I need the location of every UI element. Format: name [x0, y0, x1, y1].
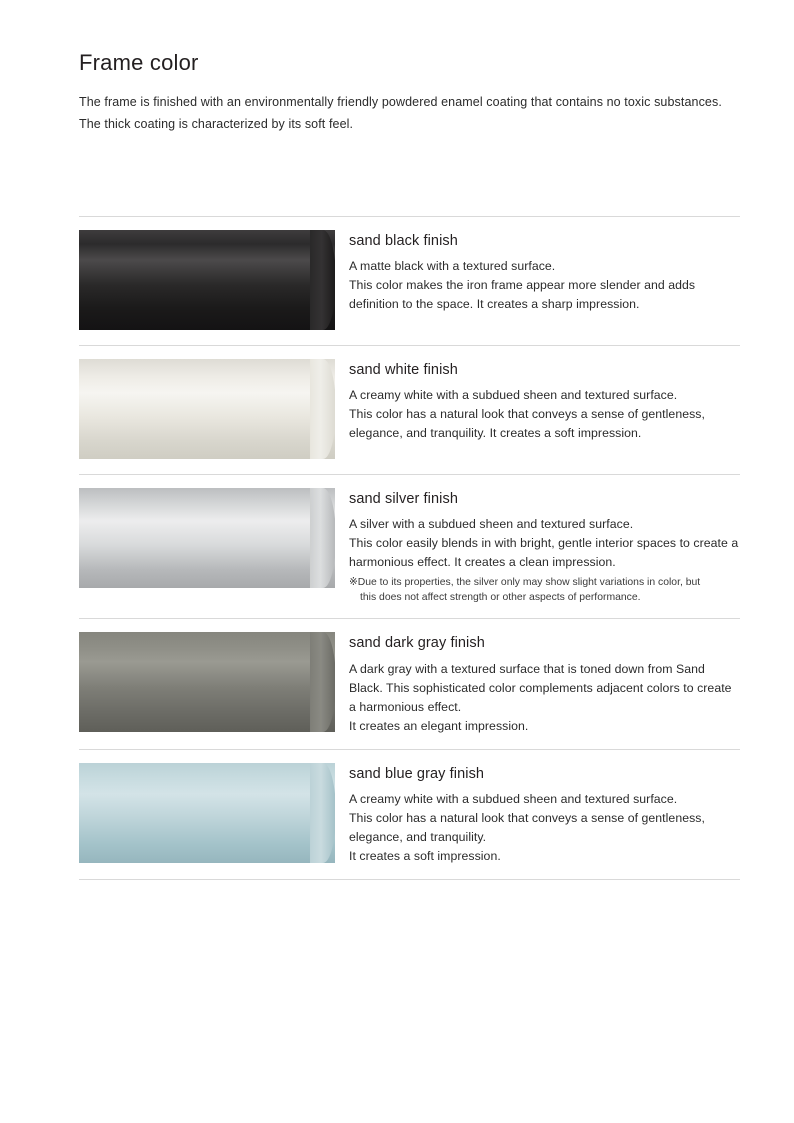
- swatch-desc-line2: This color has a natural look that conveys a sense of gentleness, elegance, and tranquility. It creates a soft impression.: [349, 407, 705, 441]
- bar-body: [79, 359, 335, 459]
- swatch-note-text: ※Due to its properties, the silver only may show slight variations in color, but: [349, 577, 701, 589]
- swatch-image-sand-silver: [79, 488, 335, 590]
- swatch-desc-line2: This color has a natural look that conveys a sense of gentleness, elegance, and tranquility.: [349, 810, 705, 844]
- bar-end-cap: [310, 359, 335, 459]
- bar-end-cap: [310, 230, 335, 330]
- swatch-name: sand silver finish: [349, 491, 458, 507]
- swatch-name: sand dark gray finish: [349, 635, 485, 652]
- swatch-note-continuation: this does not affect strength or other aspects of performance.: [360, 591, 641, 603]
- swatch-desc-line1: A creamy white with a subdued sheen and textured surface.: [349, 388, 678, 403]
- swatch-desc-line1: A matte black with a textured surface.: [349, 259, 556, 274]
- swatch-desc-line2: This color makes the iron frame appear more slender and adds definition to the space. It creates a sharp impression.: [349, 278, 696, 312]
- color-bar: [79, 632, 335, 732]
- bar-body: [79, 488, 335, 588]
- swatch-desc-line1: A silver with a subdued sheen and textured surface.: [349, 517, 634, 532]
- swatch-text: [349, 230, 740, 314]
- swatch-desc-line2: It creates an elegant impression.: [349, 718, 529, 733]
- swatch-name: sand black finish: [349, 233, 458, 249]
- bar-end-cap: [310, 632, 335, 732]
- swatch-row: [79, 346, 740, 475]
- swatch-row: [79, 475, 740, 619]
- swatch-desc-line3: It creates a soft impression.: [349, 848, 501, 863]
- color-bar: [79, 763, 335, 863]
- swatch-note: [349, 576, 740, 605]
- color-bar: [79, 230, 335, 330]
- color-bar: [79, 359, 335, 459]
- bar-body: [79, 632, 335, 732]
- swatch-desc-line1: A creamy white with a subdued sheen and textured surface.: [349, 791, 678, 806]
- swatch-desc-line2: This color easily blends in with bright, gentle interior spaces to create a harmonious effect. It creates a clean impression.: [349, 536, 739, 570]
- swatch-desc-line1: A dark gray with a textured surface that is toned down from Sand Black. This sophisticated color complements adjacent colors to create a harmonious effect.: [349, 661, 732, 714]
- swatch-text: [349, 763, 740, 866]
- bar-end-cap: [310, 763, 335, 863]
- bar-body: [79, 763, 335, 863]
- swatch-text: [349, 488, 740, 605]
- swatch-name: sand blue gray finish: [349, 765, 485, 782]
- intro-paragraph: The frame is finished with an environmentally friendly powdered enamel coating that contains no toxic substances. The thick coating is characterized by its soft feel.: [79, 95, 722, 132]
- swatch-row: [79, 217, 740, 346]
- swatch-text: [349, 359, 740, 443]
- bar-body: [79, 230, 335, 330]
- swatch-image-sand-black: [79, 230, 335, 332]
- swatch-row: [79, 750, 740, 880]
- swatch-text: [349, 632, 740, 735]
- swatch-image-sand-dark-gray: [79, 632, 335, 734]
- page-header: [79, 50, 740, 136]
- frame-color-swatch-list: [79, 216, 740, 880]
- page-title: Frame color: [79, 50, 199, 75]
- swatch-image-sand-blue-gray: [79, 763, 335, 865]
- swatch-name: sand white finish: [349, 362, 458, 378]
- swatch-row: [79, 619, 740, 749]
- swatch-image-sand-white: [79, 359, 335, 461]
- bar-end-cap: [310, 488, 335, 588]
- color-bar: [79, 488, 335, 588]
